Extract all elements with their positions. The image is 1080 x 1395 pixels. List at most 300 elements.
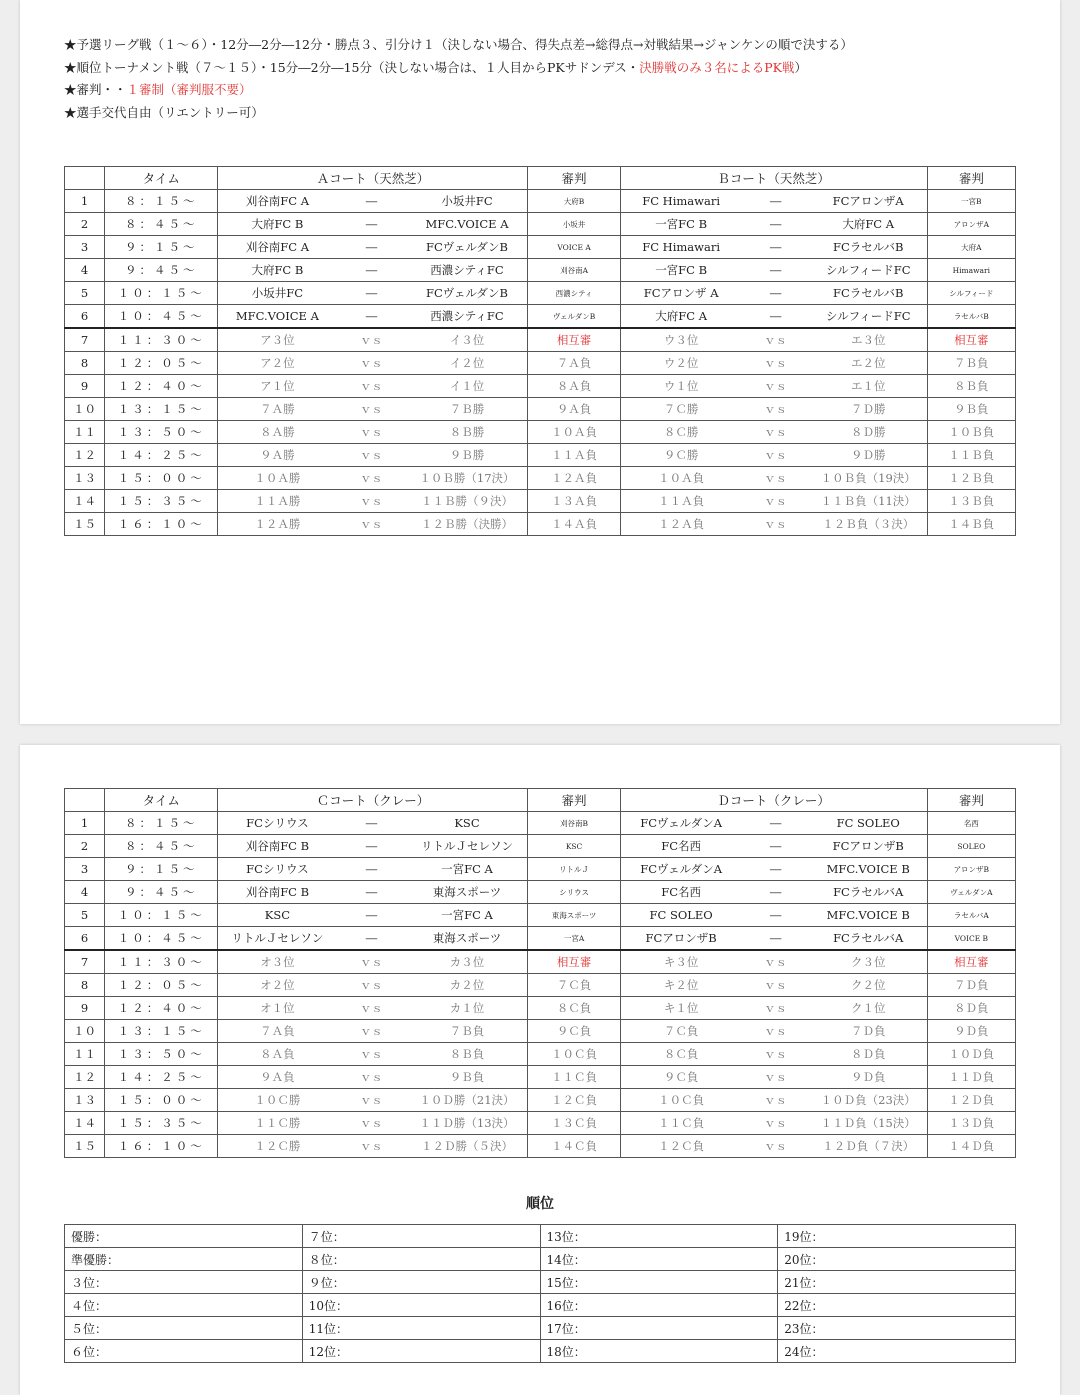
separator: ｖｓ [742,513,810,536]
separator: ｖｓ [742,375,810,398]
match-time: １３：５０～ [105,421,218,444]
team-2: リトルＪセレソン [407,835,528,858]
ranking-row [65,1294,1016,1317]
team-4: ８Ｄ負 [810,1043,927,1066]
referee-1: 刈谷南B [528,812,620,835]
team-1: ア２位 [218,352,336,375]
team-3: １２Ａ負 [620,513,741,536]
separator: ｖｓ [336,1066,406,1089]
team-3: ９Ｃ負 [620,1066,741,1089]
team-1: 小坂井FC [218,282,336,305]
separator: ｖｓ [742,467,810,490]
table-row [65,1112,1016,1135]
header-court-d: Ｄコート（クレー） [620,789,927,812]
referee-2: １２Ｂ負 [927,467,1015,490]
table-row [65,858,1016,881]
match-time: １２：０５～ [105,352,218,375]
separator: ― [336,190,406,213]
team-3: １１Ｃ負 [620,1112,741,1135]
match-number: １０ [65,1020,105,1043]
match-number: 7 [65,950,105,974]
team-4: FCアロンザB [810,835,927,858]
ranking-cell: ３位： [65,1271,303,1294]
team-4: ク１位 [810,997,927,1020]
match-number: 9 [65,997,105,1020]
document-page-1 [20,0,1060,724]
match-time: １６：１０～ [105,513,218,536]
table-row [65,490,1016,513]
team-3: キ３位 [620,950,741,974]
match-number: １４ [65,1112,105,1135]
match-number: 4 [65,259,105,282]
team-1: ８Ａ負 [218,1043,336,1066]
team-3: ８Ｃ勝 [620,421,741,444]
referee-1: １０Ｃ負 [528,1043,620,1066]
separator: ｖｓ [742,421,810,444]
referee-2: １０Ｄ負 [927,1043,1015,1066]
referee-2: 相互審 [927,950,1015,974]
ranking-cell: 20位： [778,1248,1016,1271]
ranking-cell: 12位： [302,1340,540,1363]
team-3: １１Ａ負 [620,490,741,513]
ranking-cell: ４位： [65,1294,303,1317]
team-4: FC SOLEO [810,812,927,835]
team-1: オ３位 [218,950,336,974]
table-row [65,835,1016,858]
team-4: ク２位 [810,974,927,997]
team-1: １２Ａ勝 [218,513,336,536]
team-3: FC Himawari [620,190,741,213]
referee-2: ７Ｄ負 [927,974,1015,997]
separator: ― [336,236,406,259]
referee-1: 大府B [528,190,620,213]
separator: ― [742,259,810,282]
match-time: １３：１５～ [105,1020,218,1043]
separator: ― [336,881,406,904]
team-4: FCラセルバB [810,236,927,259]
team-3: FC SOLEO [620,904,741,927]
table-row [65,328,1016,352]
referee-2: １４Ｄ負 [927,1135,1015,1158]
referee-1: ９Ｃ負 [528,1020,620,1043]
team-2: MFC.VOICE A [407,213,528,236]
ranking-cell: 16位： [540,1294,778,1317]
separator: ｖｓ [336,1043,406,1066]
match-time: １０：４５～ [105,305,218,329]
team-4: １０Ｂ負（19決） [810,467,927,490]
referee-2: Himawari [927,259,1015,282]
match-time: ８：４５～ [105,835,218,858]
referee-2: ラセルバB [927,305,1015,329]
referee-2: 一宮B [927,190,1015,213]
separator: ― [336,259,406,282]
team-2: イ２位 [407,352,528,375]
match-time: １６：１０～ [105,1135,218,1158]
match-time: １４：２５～ [105,1066,218,1089]
team-3: １０Ｃ負 [620,1089,741,1112]
referee-2: １３Ｂ負 [927,490,1015,513]
referee-1: 一宮A [528,927,620,951]
match-number: １２ [65,1066,105,1089]
team-2: FCヴェルダンB [407,236,528,259]
team-1: １１Ｃ勝 [218,1112,336,1135]
ranking-cell: 15位： [540,1271,778,1294]
team-1: ８Ａ勝 [218,421,336,444]
team-1: １２Ｃ勝 [218,1135,336,1158]
ranking-cell: ７位： [302,1225,540,1248]
table-row [65,1066,1016,1089]
match-number: １５ [65,513,105,536]
separator: ｖｓ [742,1020,810,1043]
separator: ｖｓ [742,328,810,352]
team-2: 西濃シティFC [407,259,528,282]
ranking-row [65,1248,1016,1271]
header-no [65,789,105,812]
document-page-2 [20,745,1060,1395]
table-row [65,974,1016,997]
match-number: 9 [65,375,105,398]
ranking-cell: 23位： [778,1317,1016,1340]
team-1: 刈谷南FC B [218,835,336,858]
referee-1: 小坂井 [528,213,620,236]
header-referee-c: 審判 [528,789,620,812]
separator: ｖｓ [742,1089,810,1112]
team-1: FCシリウス [218,858,336,881]
table-row [65,421,1016,444]
match-number: 3 [65,236,105,259]
separator: ｖｓ [336,375,406,398]
match-time: １２：４０～ [105,997,218,1020]
separator: ｖｓ [336,950,406,974]
team-1: ９Ａ負 [218,1066,336,1089]
rule-line-3: ★審判・・１審制（審判服不要） [64,82,252,97]
ranking-cell: 14位： [540,1248,778,1271]
ranking-cell: 21位： [778,1271,1016,1294]
team-2: 東海スポーツ [407,881,528,904]
team-2: １０Ｄ勝（21決） [407,1089,528,1112]
separator: ― [336,858,406,881]
team-3: ７Ｃ負 [620,1020,741,1043]
team-4: エ３位 [810,328,927,352]
team-3: ９Ｃ勝 [620,444,741,467]
match-time: １４：２５～ [105,444,218,467]
header-court-b: Ｂコート（天然芝） [620,167,927,190]
separator: ｖｓ [336,1089,406,1112]
referee-1: １２Ａ負 [528,467,620,490]
referee-1: ７Ｃ負 [528,974,620,997]
rules-notes [64,34,853,124]
separator: ― [742,927,810,951]
match-number: 8 [65,974,105,997]
team-3: ７Ｃ勝 [620,398,741,421]
match-time: １１：３０～ [105,950,218,974]
referee-2: １１Ｂ負 [927,444,1015,467]
match-number: 4 [65,881,105,904]
match-number: 7 [65,328,105,352]
match-time: １５：００～ [105,1089,218,1112]
separator: ― [742,858,810,881]
referee-2: ラセルバA [927,904,1015,927]
referee-1: １４Ｃ負 [528,1135,620,1158]
team-3: ウ１位 [620,375,741,398]
team-4: ７Ｄ勝 [810,398,927,421]
team-1: 大府FC B [218,213,336,236]
team-3: FCアロンザ A [620,282,741,305]
match-number: 2 [65,213,105,236]
team-3: ウ３位 [620,328,741,352]
match-number: １２ [65,444,105,467]
ranking-cell: 17位： [540,1317,778,1340]
table-row [65,513,1016,536]
separator: ― [742,190,810,213]
team-1: ７Ａ負 [218,1020,336,1043]
separator: ｖｓ [742,444,810,467]
ranking-cell: 準優勝： [65,1248,303,1271]
referee-2: VOICE B [927,927,1015,951]
ranking-table [64,1224,1016,1363]
header-court-c: Ｃコート（クレー） [218,789,528,812]
referee-1: 西濃シティ [528,282,620,305]
separator: ｖｓ [336,1112,406,1135]
referee-1: １３Ｃ負 [528,1112,620,1135]
match-time: ８：４５～ [105,213,218,236]
match-time: １３：５０～ [105,1043,218,1066]
referee-1: KSC [528,835,620,858]
team-4: １２Ｄ負（７決） [810,1135,927,1158]
ranking-cell: 22位： [778,1294,1016,1317]
referee-1: ８Ａ負 [528,375,620,398]
referee-1: VOICE A [528,236,620,259]
referee-2: ８Ｂ負 [927,375,1015,398]
match-time: ９：４５～ [105,259,218,282]
match-time: ８：１５～ [105,812,218,835]
table-row [65,812,1016,835]
table-row [65,398,1016,421]
team-2: イ３位 [407,328,528,352]
table-row [65,259,1016,282]
table-row [65,236,1016,259]
separator: ｖｓ [742,490,810,513]
referee-1: ８Ｃ負 [528,997,620,1020]
separator: ― [742,904,810,927]
header-court-a: Ａコート（天然芝） [218,167,528,190]
separator: ― [336,282,406,305]
ranking-cell: 優勝： [65,1225,303,1248]
team-1: FCシリウス [218,812,336,835]
table-row [65,927,1016,951]
separator: ― [742,835,810,858]
team-2: ７Ｂ負 [407,1020,528,1043]
ranking-cell: ６位： [65,1340,303,1363]
team-3: ８Ｃ負 [620,1043,741,1066]
referee-1: １１Ａ負 [528,444,620,467]
match-time: １３：１５～ [105,398,218,421]
match-number: １１ [65,421,105,444]
referee-2: １２Ｄ負 [927,1089,1015,1112]
team-2: カ１位 [407,997,528,1020]
team-2: １０Ｂ勝（17決） [407,467,528,490]
schedule-table-ab [64,166,1016,536]
separator: ― [742,881,810,904]
referee-2: １１Ｄ負 [927,1066,1015,1089]
separator: ― [742,812,810,835]
match-time: １５：３５～ [105,1112,218,1135]
team-3: FC名西 [620,881,741,904]
team-3: 大府FC A [620,305,741,329]
team-4: ７Ｄ負 [810,1020,927,1043]
header-referee-d: 審判 [927,789,1015,812]
table-row [65,881,1016,904]
team-4: １２Ｂ負（３決） [810,513,927,536]
team-4: ８Ｄ勝 [810,421,927,444]
separator: ｖｓ [336,352,406,375]
team-4: FCラセルバB [810,282,927,305]
team-3: １０Ａ負 [620,467,741,490]
match-number: 5 [65,282,105,305]
ranking-cell: ５位： [65,1317,303,1340]
team-1: オ２位 [218,974,336,997]
team-2: ８Ｂ負 [407,1043,528,1066]
referee-2: アロンザA [927,213,1015,236]
team-2: 西濃シティFC [407,305,528,329]
separator: ｖｓ [742,997,810,1020]
match-number: １４ [65,490,105,513]
team-1: ア３位 [218,328,336,352]
table-header-row [65,167,1016,190]
match-number: １５ [65,1135,105,1158]
rule-line-1: ★予選リーグ戦（１～６）・12分―2分―12分・勝点３、引分け１（決しない場合、得失点差→総得点→対戦結果→ジャンケンの順で決する） [64,37,853,52]
ranking-row [65,1340,1016,1363]
referee-2: ９Ｂ負 [927,398,1015,421]
team-1: １０Ａ勝 [218,467,336,490]
separator: ｖｓ [742,1066,810,1089]
match-time: ９：１５～ [105,236,218,259]
team-2: １１Ｄ勝（13決） [407,1112,528,1135]
referee-2: ７Ｂ負 [927,352,1015,375]
separator: ｖｓ [742,1135,810,1158]
team-2: カ２位 [407,974,528,997]
ranking-cell: 19位： [778,1225,1016,1248]
separator: ｖｓ [742,974,810,997]
separator: ― [336,812,406,835]
table-header-row [65,789,1016,812]
team-4: シルフィードFC [810,259,927,282]
team-1: 刈谷南FC B [218,881,336,904]
referee-1: 東海スポーツ [528,904,620,927]
team-1: 大府FC B [218,259,336,282]
team-4: ９Ｄ負 [810,1066,927,1089]
ranking-cell: 18位： [540,1340,778,1363]
match-time: １２：４０～ [105,375,218,398]
rule-line-2: ★順位トーナメント戦（７～１５）・15分―2分―15分（決しない場合は、１人目からPKサドンデス・決勝戦のみ３名によるPK戦） [64,59,808,75]
team-2: 一宮FC A [407,904,528,927]
team-2: １２Ｄ勝（５決） [407,1135,528,1158]
table-row [65,1020,1016,1043]
separator: ｖｓ [336,974,406,997]
match-number: １０ [65,398,105,421]
match-number: 1 [65,190,105,213]
match-time: ９：４５～ [105,881,218,904]
ranking-cell: 13位： [540,1225,778,1248]
ranking-cell: ９位： [302,1271,540,1294]
separator: ｖｓ [336,444,406,467]
match-time: ９：１５～ [105,858,218,881]
team-4: MFC.VOICE B [810,904,927,927]
separator: ― [336,305,406,329]
team-3: FC Himawari [620,236,741,259]
header-no [65,167,105,190]
team-2: KSC [407,812,528,835]
team-4: エ１位 [810,375,927,398]
team-4: ９Ｄ勝 [810,444,927,467]
separator: ｖｓ [336,1135,406,1158]
separator: ｖｓ [336,328,406,352]
referee-1: １３Ａ負 [528,490,620,513]
team-1: 刈谷南FC A [218,236,336,259]
team-2: カ３位 [407,950,528,974]
referee-2: SOLEO [927,835,1015,858]
table-row [65,190,1016,213]
ranking-row [65,1271,1016,1294]
team-4: １１Ｄ負（15決） [810,1112,927,1135]
referee-1: 相互審 [528,950,620,974]
table-row [65,305,1016,329]
team-3: FCヴェルダンA [620,812,741,835]
match-number: 2 [65,835,105,858]
referee-1: １４Ａ負 [528,513,620,536]
team-1: １０Ｃ勝 [218,1089,336,1112]
match-number: １３ [65,467,105,490]
match-number: １１ [65,1043,105,1066]
team-4: １０Ｄ負（23決） [810,1089,927,1112]
referee-1: 刈谷南A [528,259,620,282]
referee-1: １０Ａ負 [528,421,620,444]
team-2: ７Ｂ勝 [407,398,528,421]
separator: ― [336,904,406,927]
separator: ― [336,927,406,951]
team-1: ９Ａ勝 [218,444,336,467]
team-4: MFC.VOICE B [810,858,927,881]
referee-2: アロンザB [927,858,1015,881]
team-2: ９Ｂ負 [407,1066,528,1089]
team-4: FCラセルバA [810,881,927,904]
team-1: オ１位 [218,997,336,1020]
referee-1: ７Ａ負 [528,352,620,375]
team-2: イ１位 [407,375,528,398]
team-1: MFC.VOICE A [218,305,336,329]
referee-2: １０Ｂ負 [927,421,1015,444]
team-3: FCアロンザB [620,927,741,951]
referee-1: シリウス [528,881,620,904]
table-row [65,467,1016,490]
separator: ｖｓ [742,398,810,421]
team-1: ア１位 [218,375,336,398]
header-referee-b: 審判 [927,167,1015,190]
match-number: １３ [65,1089,105,1112]
referee-2: ９Ｄ負 [927,1020,1015,1043]
table-row [65,375,1016,398]
team-4: FCラセルバA [810,927,927,951]
match-time: １２：０５～ [105,974,218,997]
referee-2: シルフィード [927,282,1015,305]
team-2: １２Ｂ勝（決勝） [407,513,528,536]
team-4: １１Ｂ負（11決） [810,490,927,513]
separator: ｖｓ [336,997,406,1020]
team-4: エ２位 [810,352,927,375]
referee-2: ８Ｄ負 [927,997,1015,1020]
table-row [65,444,1016,467]
team-1: １１Ａ勝 [218,490,336,513]
